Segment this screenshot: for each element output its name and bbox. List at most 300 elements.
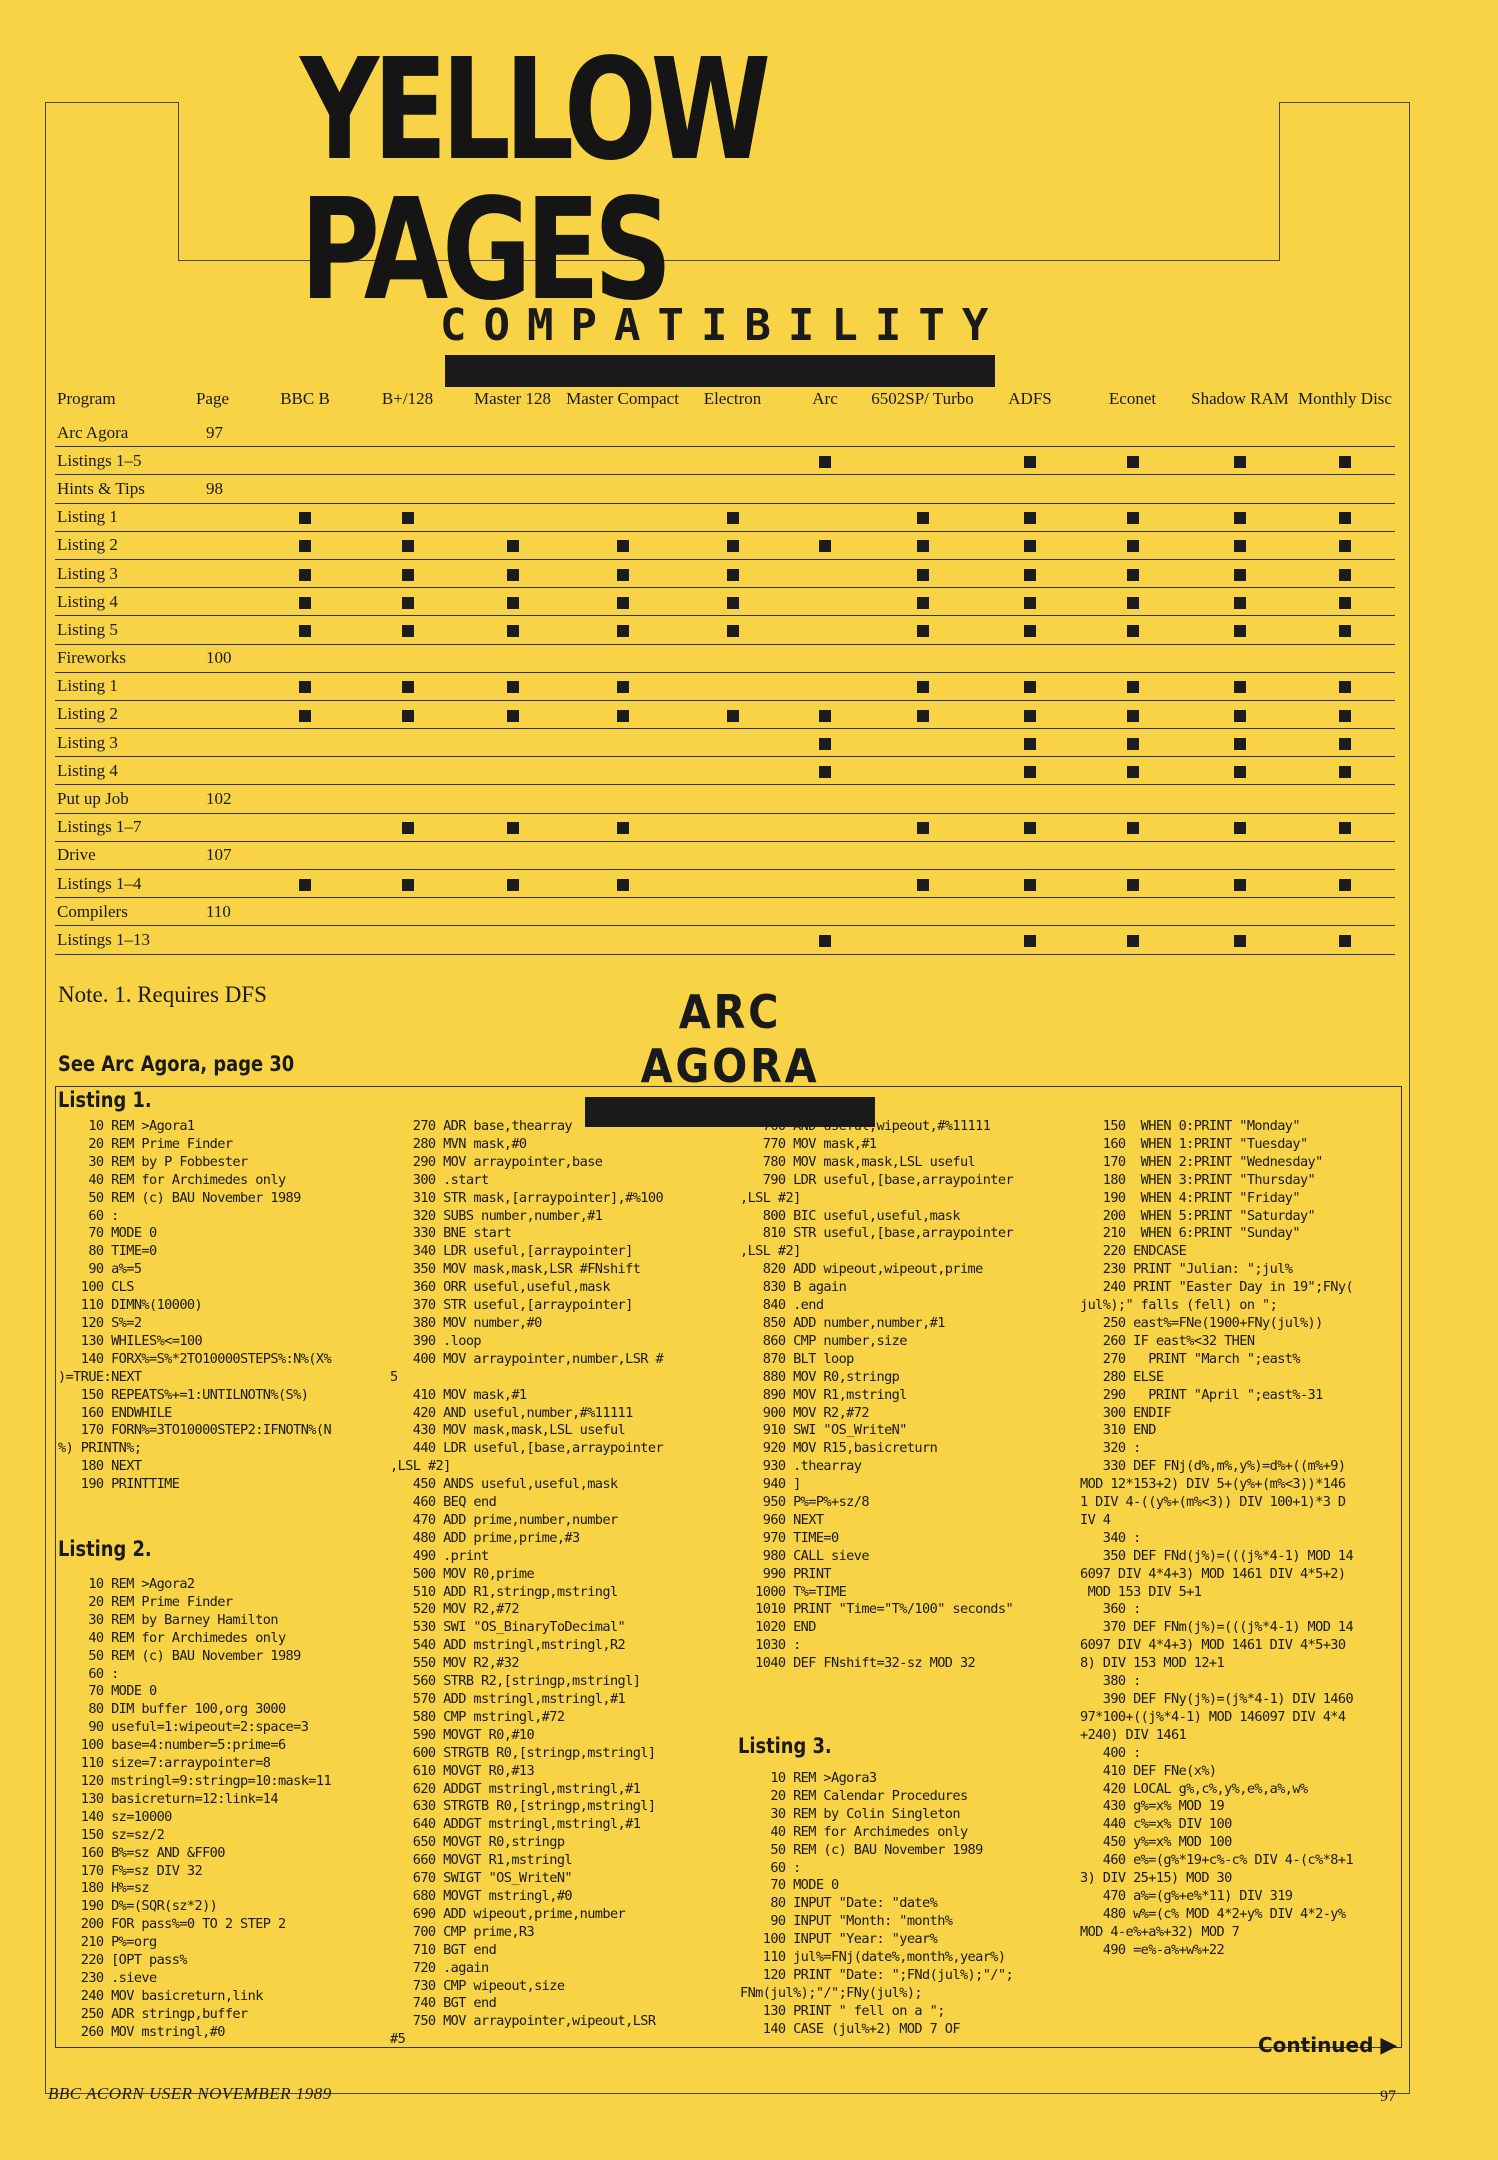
compatible-square-icon [1024, 512, 1036, 524]
compatible-square-icon [917, 879, 929, 891]
compat-cell [865, 419, 980, 447]
compat-cell [680, 447, 785, 475]
compat-cell [255, 447, 355, 475]
compat-cell [255, 729, 355, 757]
program-name: Listing 2 [55, 531, 170, 559]
compatible-square-icon [1339, 710, 1351, 722]
compat-cell [355, 785, 460, 813]
compat-cell [255, 503, 355, 531]
compat-cell [680, 841, 785, 869]
compatible-square-icon [1127, 625, 1139, 637]
arrow-right-icon: ▶ [1380, 2033, 1398, 2058]
compat-cell [355, 700, 460, 728]
compat-cell [865, 898, 980, 926]
compatible-square-icon [617, 597, 629, 609]
compatible-square-icon [819, 766, 831, 778]
compat-cell [1080, 898, 1185, 926]
compatible-square-icon [507, 681, 519, 693]
compat-cell [1185, 926, 1295, 954]
compat-cell [785, 841, 865, 869]
compatible-square-icon [917, 822, 929, 834]
compat-cell [460, 898, 565, 926]
compatible-square-icon [1024, 822, 1036, 834]
compat-cell [355, 475, 460, 503]
program-name: Listing 1 [55, 503, 170, 531]
program-name: Listing 3 [55, 559, 170, 587]
compat-cell [255, 419, 355, 447]
page-ref [170, 559, 255, 587]
table-row [55, 841, 1395, 869]
compat-cell [785, 419, 865, 447]
compatible-square-icon [1127, 822, 1139, 834]
compatible-square-icon [1234, 569, 1246, 581]
page-ref [170, 870, 255, 898]
compat-cell [355, 588, 460, 616]
compat-cell [1185, 503, 1295, 531]
compat-cell [785, 531, 865, 559]
table-row [55, 419, 1395, 447]
table-row [55, 447, 1395, 475]
program-name: Compilers [55, 898, 170, 926]
compatible-square-icon [507, 710, 519, 722]
program-name: Drive [55, 841, 170, 869]
table-row [55, 475, 1395, 503]
compat-cell [460, 531, 565, 559]
compat-cell [680, 926, 785, 954]
column-header: ADFS [1008, 389, 1052, 408]
compatible-square-icon [507, 540, 519, 552]
compat-cell [680, 616, 785, 644]
program-name: Listings 1–5 [55, 447, 170, 475]
compatibility-table [55, 385, 1395, 955]
compat-cell [865, 447, 980, 475]
compat-cell [1295, 870, 1395, 898]
compat-cell [785, 870, 865, 898]
compatible-square-icon [402, 625, 414, 637]
column-header: B+/128 [381, 389, 434, 408]
compatible-square-icon [727, 710, 739, 722]
compat-cell [460, 813, 565, 841]
compatible-square-icon [1339, 738, 1351, 750]
compatible-square-icon [1234, 512, 1246, 524]
compat-cell [255, 700, 355, 728]
compat-cell [680, 785, 785, 813]
page-ref [170, 447, 255, 475]
compat-cell [565, 419, 680, 447]
compat-cell [1295, 898, 1395, 926]
compat-cell [680, 531, 785, 559]
compatible-square-icon [299, 569, 311, 581]
compat-cell [980, 757, 1080, 785]
compatible-square-icon [819, 738, 831, 750]
compatible-square-icon [1339, 456, 1351, 468]
masthead-title: YELLOW PAGES [300, 29, 765, 332]
compat-cell [980, 644, 1080, 672]
compatible-square-icon [917, 681, 929, 693]
compatible-square-icon [1024, 738, 1036, 750]
compatibility-heading [440, 300, 1006, 387]
compat-cell [680, 757, 785, 785]
compat-cell [565, 559, 680, 587]
compat-cell [565, 757, 680, 785]
compatible-square-icon [917, 597, 929, 609]
compat-cell [1185, 559, 1295, 587]
compat-cell [255, 616, 355, 644]
column-header: BBC B [280, 389, 330, 408]
compat-cell [1185, 785, 1295, 813]
compat-cell [565, 870, 680, 898]
table-row [55, 616, 1395, 644]
compatible-square-icon [1127, 935, 1139, 947]
compatible-square-icon [1234, 625, 1246, 637]
compatible-square-icon [1127, 512, 1139, 524]
compatible-square-icon [1127, 879, 1139, 891]
compatible-square-icon [507, 597, 519, 609]
column-header: Master Compact [566, 389, 679, 408]
compatible-square-icon [1127, 766, 1139, 778]
compat-cell [460, 419, 565, 447]
compat-cell [1295, 926, 1395, 954]
compat-cell [1185, 813, 1295, 841]
compatible-square-icon [1339, 597, 1351, 609]
page-ref: 98 [170, 475, 255, 503]
compat-cell [680, 419, 785, 447]
compat-cell [460, 616, 565, 644]
compat-cell [865, 785, 980, 813]
table-row [55, 729, 1395, 757]
compatible-square-icon [617, 625, 629, 637]
compat-cell [1185, 475, 1295, 503]
column-header: Econet [1108, 389, 1157, 408]
compat-cell [355, 813, 460, 841]
page-number: 97 [1380, 2088, 1396, 2105]
compat-cell [980, 559, 1080, 587]
compat-cell [680, 813, 785, 841]
page-ref [170, 926, 255, 954]
listing-3-code-cont: 150 WHEN 0:PRINT "Monday" 160 WHEN 1:PRINT "Tuesday" 170 WHEN 2:PRINT "Wednesday" 180 WHEN 3:PRINT "Thursday" 190 WHEN 4:PRINT "Friday" 200 WHEN 5:PRINT "Saturday" 210 WHEN 6:PRINT "Sunday" 220 ENDCASE 230 PRINT "Julian: ";jul% 240 PRINT "Easter Day in 19";FNy( jul%);" falls (fell) on "; 250 east%=FNe(1900+FNy(jul%)) 260 IF east%<32 THEN 270 PRINT "March ";east% 280 ELSE 290 PRINT "April ";east%-31 300 ENDIF 310 END 320 : 330 DEF FNj(d%,m%,y%)=d%+((m%+9) MOD 12*153+2) DIV 5+(y%+(m%<3))*146 1 DIV 4-((y%+(m%<3)) DIV 100+1)*3 D IV 4 340 : 350 DEF FNd(j%)=(((j%*4-1) MOD 14 6097 DIV 4*4+3) MOD 1461 DIV 4*5+2) MOD 153 DIV 5+1 360 : 370 DEF FNm(j%)=(((j%*4-1) MOD 14 6097 DIV 4*4+3) MOD 1461 DIV 4*5+30 8) DIV 153 MOD 12+1 380 : 390 DEF FNy(j%)=(j%*4-1) DIV 1460 97*100+((j%*4-1) MOD 146097 DIV 4*4 +240) DIV 1461 400 : 410 DEF FNe(x%) 420 LOCAL g%,c%,y%,e%,a%,w% 430 g%=x% MOD 19 440 c%=x% DIV 100 450 y%=x% MOD 100 460 e%=(g%*19+c%-c% DIV 4-(c%*8+1 3) DIV 25+15) MOD 30 470 a%=(g%+e%*11) DIV 319 480 w%=(c% MOD 4*2+y% DIV 4*2-y% MOD 4-e%+a%+32) MOD 7 490 =e%-a%+w%+22 [1080, 1118, 1354, 1958]
compat-cell [1295, 841, 1395, 869]
page-ref [170, 757, 255, 785]
compatible-square-icon [1024, 625, 1036, 637]
compat-cell [980, 616, 1080, 644]
compat-cell [1295, 503, 1395, 531]
compat-cell [355, 616, 460, 644]
compat-cell [1295, 813, 1395, 841]
compatible-square-icon [1234, 681, 1246, 693]
compat-cell [1080, 531, 1185, 559]
compat-cell [680, 700, 785, 728]
compatible-square-icon [402, 710, 414, 722]
compat-cell [355, 757, 460, 785]
listing-2-code: 10 REM >Agora2 20 REM Prime Finder 30 REM by Barney Hamilton 40 REM for Archimedes only 50 REM (c) BAU November 1989 60 : 70 MODE 0 80 DIM buffer 100,org 3000 90 useful=1:wipeout=2:space=3 100 base=4:number=5:prime=6 110 size=7:arraypointer=8 120 mstringl=9:stringp=10:mask=11 130 basicreturn=12:link=14 140 sz=10000 150 sz=sz/2 160 B%=sz AND &FF00 170 F%=sz DIV 32 180 H%=sz 190 D%=(SQR(sz*2)) 200 FOR pass%=0 TO 2 STEP 2 210 P%=org 220 [OPT pass% 230 .sieve 240 MOV basicreturn,link 250 ADR stringp,buffer 260 MOV mstringl,#0 [80, 1576, 332, 2040]
compatible-square-icon [1234, 879, 1246, 891]
compat-cell [785, 475, 865, 503]
compatible-square-icon [1234, 597, 1246, 609]
table-row [55, 870, 1395, 898]
compat-cell [1080, 644, 1185, 672]
compat-cell [785, 898, 865, 926]
program-name: Listings 1–4 [55, 870, 170, 898]
compat-cell [1080, 926, 1185, 954]
listing-2-code-cont: 270 ADR base,thearray 280 MVN mask,#0 290 MOV arraypointer,base 300 .start 310 STR mask,[arraypointer],#%100 320 SUBS number,number,#1 330 BNE start 340 LDR useful,[arraypointer] 350 MOV mask,mask,LSR #FNshift 360 ORR useful,useful,mask 370 STR useful,[arraypointer] 380 MOV number,#0 390 .loop 400 MOV arraypointer,number,LSR # 5 410 MOV mask,#1 420 AND useful,number,#%11111 430 MOV mask,mask,LSL useful 440 LDR useful,[base,arraypointer ,LSL #2] 450 ANDS useful,useful,mask 460 BEQ end 470 ADD prime,number,number 480 ADD prime,prime,#3 490 .print 500 MOV R0,prime 510 ADD R1,stringp,mstringl 520 MOV R2,#72 530 SWI "OS_BinaryToDecimal" 540 ADD mstringl,mstringl,R2 550 MOV R2,#32 560 STRB R2,[stringp,mstringl] 570 ADD mstringl,mstringl,#1 580 CMP mstringl,#72 590 MOVGT R0,#10 600 STRGTB R0,[stringp,mstringl] 610 MOVGT R0,#13 620 ADDGT mstringl,mstringl,#1 630 STRGTB R0,[stringp,mstringl] 640 ADDGT mstringl,mstringl,#1 650 MOVGT R0,stringp 660 MOVGT R1,mstringl 670 SWIGT "OS_WriteN" 680 MOVGT mstringl,#0 690 ADD wipeout,prime,number 700 CMP prime,R3 710 BGT end 720 .again 730 CMP wipeout,size 740 BGT end 750 MOV arraypointer,wipeout,LSR #5 [390, 1118, 664, 2048]
compatible-square-icon [1024, 935, 1036, 947]
compat-cell [355, 898, 460, 926]
column-header: Page [195, 389, 230, 408]
compat-cell [980, 841, 1080, 869]
compatible-square-icon [1234, 738, 1246, 750]
compat-cell [1295, 616, 1395, 644]
column-header: 6502SP/ Turbo [871, 389, 974, 408]
compat-cell [980, 588, 1080, 616]
listing-1-code: 10 REM >Agora1 20 REM Prime Finder 30 REM by P Fobbester 40 REM for Archimedes only 50 REM (c) BAU November 1989 60 : 70 MODE 0 80 TIME=0 90 a%=5 100 CLS 110 DIMN%(10000) 120 S%=2 130 WHILES%<=100 140 FORX%=S%*2TO10000STEPS%:N%(X% )=TRUE:NEXT 150 REPEATS%+=1:UNTILNOTN%(S%) 160 ENDWHILE 170 FORN%=3TO10000STEP2:IFNOTN%(N %) PRINTN%; 180 NEXT 190 PRINTTIME [58, 1118, 332, 1493]
compatible-square-icon [1127, 597, 1139, 609]
compatible-square-icon [299, 540, 311, 552]
compat-cell [1080, 588, 1185, 616]
compat-cell [1080, 813, 1185, 841]
page-ref [170, 700, 255, 728]
compatible-square-icon [1339, 681, 1351, 693]
table-row [55, 531, 1395, 559]
compat-cell [255, 813, 355, 841]
compat-cell [1295, 531, 1395, 559]
compatible-square-icon [1339, 512, 1351, 524]
compatible-square-icon [727, 569, 739, 581]
compat-cell [865, 841, 980, 869]
compat-cell [865, 672, 980, 700]
compat-cell [785, 588, 865, 616]
compat-cell [980, 419, 1080, 447]
compat-cell [355, 841, 460, 869]
table-row [55, 757, 1395, 785]
compat-cell [1295, 559, 1395, 587]
page-ref [170, 813, 255, 841]
program-name: Listing 5 [55, 616, 170, 644]
table-row [55, 672, 1395, 700]
compatible-square-icon [1234, 456, 1246, 468]
column-header: Electron [703, 389, 762, 408]
compat-cell [865, 644, 980, 672]
compat-cell [565, 813, 680, 841]
compatible-square-icon [507, 625, 519, 637]
compat-cell [1080, 475, 1185, 503]
compat-cell [460, 785, 565, 813]
page-ref [170, 729, 255, 757]
continued-label: Continued [1258, 2033, 1374, 2057]
compatible-square-icon [1127, 710, 1139, 722]
compat-cell [255, 898, 355, 926]
compat-cell [355, 447, 460, 475]
program-name: Listing 3 [55, 729, 170, 757]
see-reference: See Arc Agora, page 30 [58, 1052, 295, 1076]
compatible-square-icon [819, 456, 831, 468]
compatible-square-icon [1339, 569, 1351, 581]
compat-cell [460, 700, 565, 728]
compat-cell [460, 644, 565, 672]
compatible-square-icon [917, 625, 929, 637]
compat-cell [355, 926, 460, 954]
compatibility-heading-text: COMPATIBILITY [440, 300, 1006, 351]
footer: BBC ACORN USER NOVEMBER 1989 [48, 2084, 332, 2103]
compat-cell [255, 870, 355, 898]
compat-cell [680, 898, 785, 926]
compat-cell [785, 813, 865, 841]
compat-cell [355, 644, 460, 672]
compat-cell [980, 475, 1080, 503]
compatible-square-icon [617, 822, 629, 834]
compat-cell [1185, 588, 1295, 616]
page-ref: 102 [170, 785, 255, 813]
column-header: Monthly Disc [1298, 389, 1392, 408]
compatible-square-icon [402, 681, 414, 693]
compat-cell [1080, 729, 1185, 757]
compat-cell [460, 870, 565, 898]
compatible-square-icon [1339, 935, 1351, 947]
compat-cell [255, 588, 355, 616]
compat-cell [565, 672, 680, 700]
compat-cell [355, 672, 460, 700]
compatible-square-icon [1127, 456, 1139, 468]
compatible-square-icon [727, 540, 739, 552]
compatible-square-icon [727, 597, 739, 609]
compat-cell [785, 785, 865, 813]
compat-cell [1185, 531, 1295, 559]
page-ref: 100 [170, 644, 255, 672]
compat-cell [255, 559, 355, 587]
compat-cell [460, 447, 565, 475]
compat-cell [1080, 870, 1185, 898]
program-name: Arc Agora [55, 419, 170, 447]
compat-cell [980, 785, 1080, 813]
compat-cell [785, 700, 865, 728]
table-row [55, 559, 1395, 587]
compat-cell [980, 447, 1080, 475]
compat-cell [680, 672, 785, 700]
compatible-square-icon [1339, 822, 1351, 834]
compat-cell [980, 531, 1080, 559]
arc-agora-heading-text: ARC AGORA [640, 985, 820, 1093]
compat-cell [1185, 419, 1295, 447]
program-name: Listings 1–7 [55, 813, 170, 841]
table-row [55, 785, 1395, 813]
compat-cell [785, 447, 865, 475]
compatible-square-icon [1127, 681, 1139, 693]
compat-cell [565, 785, 680, 813]
compatible-square-icon [1234, 766, 1246, 778]
compatible-square-icon [299, 625, 311, 637]
compat-cell [565, 531, 680, 559]
page-ref: 110 [170, 898, 255, 926]
compat-cell [460, 729, 565, 757]
compatible-square-icon [617, 569, 629, 581]
compat-cell [565, 503, 680, 531]
compat-cell [1295, 672, 1395, 700]
compat-cell [785, 503, 865, 531]
compat-cell [460, 503, 565, 531]
compatible-square-icon [402, 569, 414, 581]
listing-3-code: 10 REM >Agora3 20 REM Calendar Procedures 30 REM by Colin Singleton 40 REM for Archimedes only 50 REM (c) BAU November 1989 60 : 70 MODE 0 80 INPUT "Date: "date% 90 INPUT "Month: "month% 100 INPUT "Year: "year% 110 jul%=FNj(date%,month%,year%) 120 PRINT "Date: ";FNd(jul%);"/"; FNm(jul%);"/";FNy(jul%); 130 PRINT " fell on a "; 140 CASE (jul%+2) MOD 7 OF [740, 1770, 1014, 2037]
program-name: Hints & Tips [55, 475, 170, 503]
compat-cell [1295, 729, 1395, 757]
compat-cell [255, 644, 355, 672]
compat-cell [785, 644, 865, 672]
compat-cell [1080, 503, 1185, 531]
column-header: Shadow RAM [1191, 389, 1289, 408]
program-name: Listing 1 [55, 672, 170, 700]
program-name: Fireworks [55, 644, 170, 672]
compatible-square-icon [1339, 766, 1351, 778]
compatible-square-icon [1234, 710, 1246, 722]
compatible-square-icon [1024, 710, 1036, 722]
compat-cell [460, 588, 565, 616]
compatible-square-icon [727, 625, 739, 637]
compatible-square-icon [1127, 569, 1139, 581]
compatible-square-icon [917, 569, 929, 581]
page-ref: 107 [170, 841, 255, 869]
compat-cell [565, 644, 680, 672]
compat-cell [460, 757, 565, 785]
compatible-square-icon [917, 512, 929, 524]
compat-cell [255, 785, 355, 813]
compat-cell [1080, 419, 1185, 447]
compatible-square-icon [507, 879, 519, 891]
compatible-square-icon [1024, 766, 1036, 778]
compatible-square-icon [299, 879, 311, 891]
compat-cell [565, 475, 680, 503]
compat-cell [1080, 447, 1185, 475]
listing-2-title: Listing 2. [58, 1537, 152, 1561]
compatible-square-icon [617, 879, 629, 891]
compat-cell [980, 672, 1080, 700]
compat-cell [460, 559, 565, 587]
compat-cell [1080, 757, 1185, 785]
compatible-square-icon [507, 569, 519, 581]
compat-cell [1185, 672, 1295, 700]
compat-cell [1185, 729, 1295, 757]
compatible-square-icon [917, 710, 929, 722]
compat-cell [1185, 757, 1295, 785]
compat-cell [1080, 700, 1185, 728]
compatible-square-icon [1339, 879, 1351, 891]
compat-cell [1295, 700, 1395, 728]
compat-cell [565, 729, 680, 757]
compatible-square-icon [727, 512, 739, 524]
column-header: Program [57, 389, 116, 408]
compat-cell [565, 700, 680, 728]
continued-link[interactable] [1258, 2033, 1397, 2058]
compat-cell [355, 503, 460, 531]
compat-cell [565, 841, 680, 869]
compat-cell [1295, 447, 1395, 475]
compat-cell [355, 531, 460, 559]
compatible-square-icon [617, 710, 629, 722]
compatible-square-icon [299, 681, 311, 693]
compatible-square-icon [917, 540, 929, 552]
compat-cell [1295, 757, 1395, 785]
compatible-square-icon [1339, 625, 1351, 637]
compatible-square-icon [402, 512, 414, 524]
compat-cell [785, 616, 865, 644]
table-row [55, 588, 1395, 616]
compat-cell [355, 559, 460, 587]
compatible-square-icon [507, 822, 519, 834]
compat-cell [680, 870, 785, 898]
compat-cell [865, 700, 980, 728]
compat-cell [355, 419, 460, 447]
compatible-square-icon [1234, 540, 1246, 552]
compat-cell [460, 475, 565, 503]
compat-cell [1185, 616, 1295, 644]
program-name: Listing 2 [55, 700, 170, 728]
